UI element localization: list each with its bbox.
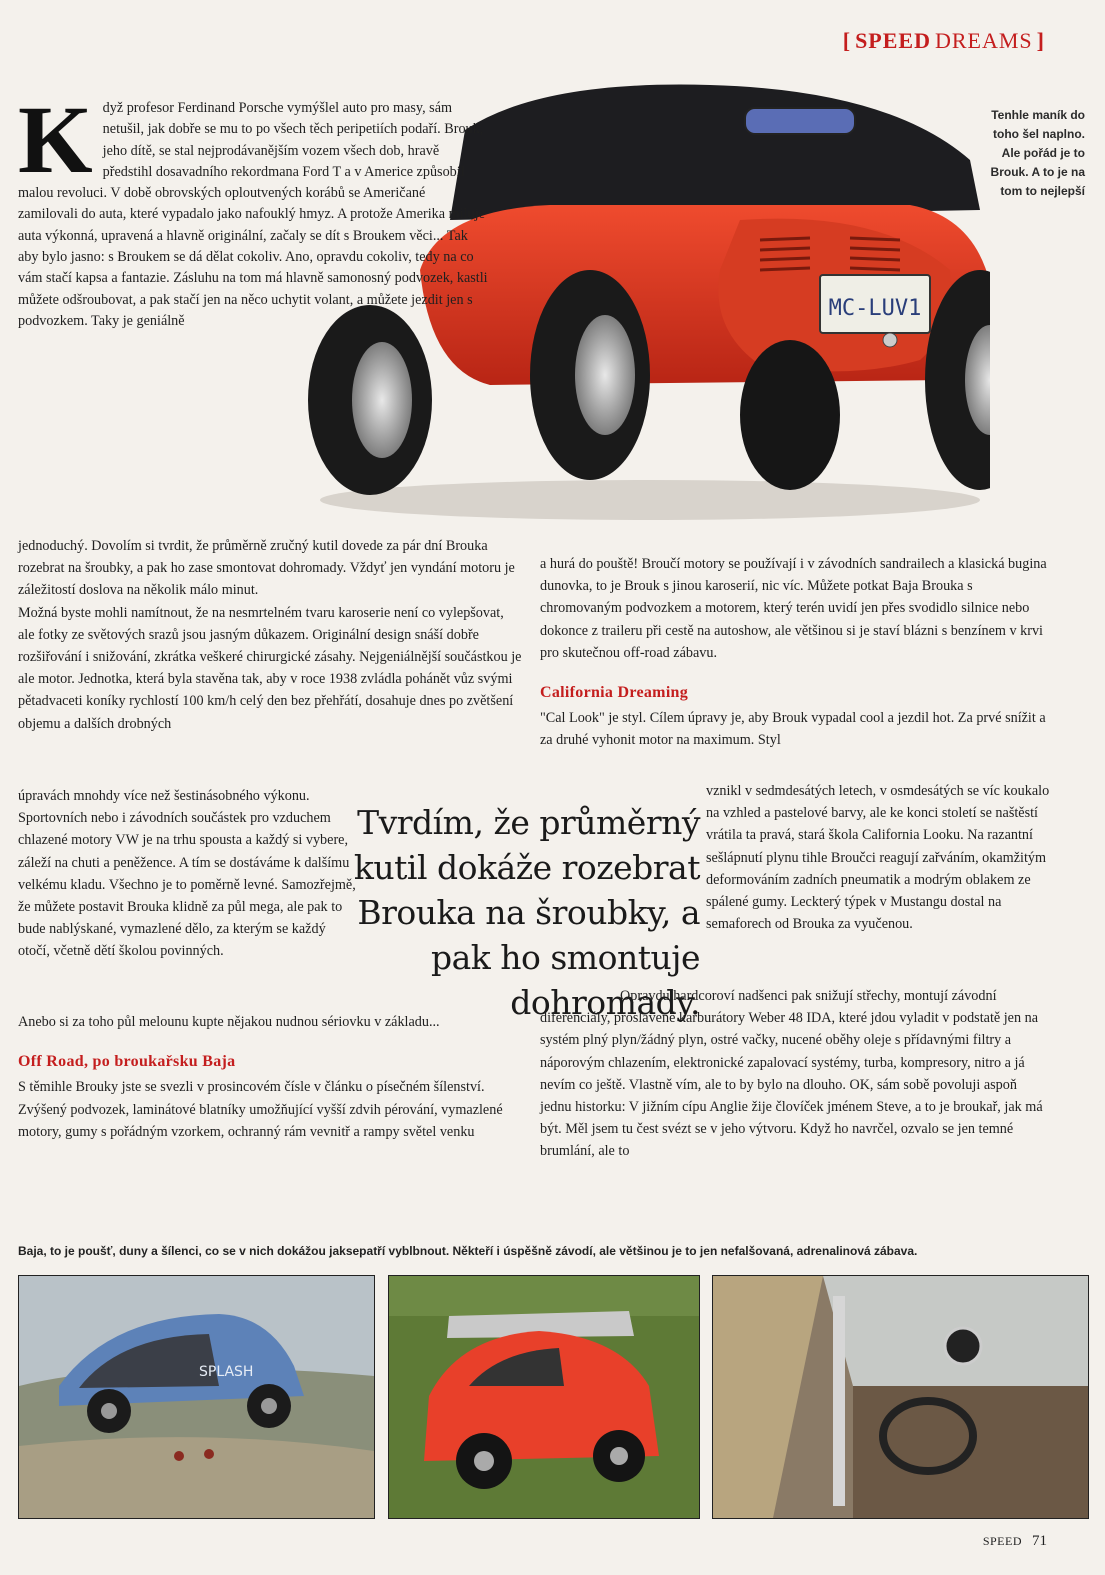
subhead-california: California Dreaming (540, 684, 689, 702)
paragraph: úpravách mnohdy více než šestinásobného výkonu. Sportovních nebo i závodních součástek pro vzduchem chlazené motory VW je na trhu spousta a každý si vybere, záleží na chuti a peněžence. A tím se dostáváme k dalšímu velkému kladu. Všechno je to poměrně levné. Samozřejmě, že můžete postavit Brouka klidně za půl mega, ale pak to bude nablýskané, vymazlené dělo, za kterým se každý otočí, včetně dětí školou povinných. (18, 788, 356, 960)
paragraph: "Cal Look" je styl. Cílem úpravy je, aby Brouk vypadal cool a jezdil hot. Za prvé snížit a za druhé vyhonit motor na maximum. Styl (540, 710, 1046, 749)
column-left-middle (18, 785, 358, 963)
intro-paragraph (18, 86, 488, 332)
photo-red-baja-beetle (388, 1275, 700, 1519)
subhead-offroad: Off Road, po broukařsku Baja (18, 1053, 236, 1071)
section-tag-dreams: DREAMS (934, 28, 1033, 53)
section-tag-speed: SPEED (855, 28, 931, 53)
car-decal-text: SPLASH (199, 1364, 254, 1380)
paragraph: a hurá do pouště! Broučí motory se používají i v závodních sandrailech a klasická bugina dunovka, to je Brouk s jinou karoserií, nic víc. Můžete potkat Baja Brouka s chromovaným podvozkem a motorem, který terén uvidí jen přes svodidlo silnice nebo dokonce z traileru při cestě na autoshow, ale většinou si je staví blázni s benzínem v krvi pro skutečnou off-road zábavu. (540, 556, 1047, 661)
paragraph: Anebo si za toho půl melounu kupte nějakou nudnou sériovku v základu... (18, 1014, 440, 1030)
license-plate-text: MC-LUV1 (828, 296, 922, 321)
pull-quote: Tvrdím, že průměrný kutil dokáže rozebrat Brouka na šroubky, a pak ho smontuje dohromady. (353, 803, 700, 1022)
paragraph: jednoduchý. Dovolím si tvrdit, že průměrně zručný kutil dovede za pár dní Brouka rozebrat na šroubky, a pak ho zase smontovat dohromady. Vždyť jen vyndání motoru je záležitostí doslova na několik málo minut. (18, 538, 515, 599)
intro-text: dyž profesor Ferdinand Porsche vymýšlel auto pro masy, sám netušil, jak dobře se mu to po všech těch peripetiích podaří. Brouk, jeho dítě, se stal nejprodávanějším vozem všech dob, hravě předstihl dosavadního rekordmana Ford T a v Americe způsobil malou revoluci. V době obrovských oploutvených korábů se Američané zamilovali do auta, které vypadalo jako nafouklý hmyz. A protože Amerika miluje auta výkonná, upravená a hlavně originální, začaly se dít s Broukem věci... Tak aby bylo jasno: s Broukem se dá dělat cokoliv. Ano, opravdu cokoliv, tedy na co vám stačí kapsa a fantazie. Zásluhu na tom má hlavně samonosný podvozek, kastli můžete odšroubovat, a pak stačí jen na něco uchytit volant, a můžete jezdit jen s podvozkem. Taky je geniálně (18, 100, 488, 329)
column-left-upper (18, 535, 523, 735)
column-left-lower (18, 1011, 518, 1143)
hero-caption: Tenhle maník do toho šel naplno. Ale pořád je to Brouk. A to je na tom to nejlepší (990, 108, 1085, 198)
column-right-lower (540, 985, 1050, 1163)
column-right-middle (706, 780, 1051, 935)
section-tag (843, 28, 1045, 54)
photo-jumping-baja-beetle (18, 1275, 375, 1519)
drop-cap: K (18, 86, 93, 193)
paragraph: vznikl v sedmdesátých letech, v osmdesátých se víc koukalo na vzhled a pastelové barvy, ale ke konci století se naštěstí vrátila ta pravá, stará škola California Looku. Na razantní sešlápnutí plynu tihle Broučci reagují zařváním, okamžitým deformováním zadních pneumatik a modrým oblakem ze spálené gumy. Leckterý týpek v Mustangu dostal na semaforech od Brouka za vyučenou. (706, 783, 1050, 933)
paragraph: S těmihle Brouky jste se svezli v prosincovém čísle v článku o písečném šílenství. Zvýšený podvozek, laminátové blatníky umožňující vyšší zdvih pérování, vymazlené motory, gumy s pořádným vzorkem, ochranný rám vevnitř a rampy světel venku (18, 1079, 503, 1140)
paragraph: Možná byste mohli namítnout, že na nesmrtelném tvaru karoserie není co vylepšovat, ale fotky ze světových srazů jsou jasným důkazem. Originální design snáší dobře rozšiřování i snižování, zkrátka veškeré chirurgické zásahy. Nejgeniálnější součástkou je ale motor. Jednotka, která byla stavěna tak, aby v roce 1938 zvládla pohánět vůz svými pětadvaceti koníky rychlostí 100 km/h celý den bez přehřátí, dosahuje dnes po zvětšení objemu a dalších drobných (18, 604, 522, 732)
footer-magazine-name: SPEED (982, 1534, 1022, 1548)
photo-strip-caption: Baja, to je poušť, duny a šílenci, co se v nich dokážou jaksepatří vyblbnout. Někteří i úspěšně závodí, ale většinou je to jen nefalšovaná, adrenalinová zábava. (18, 1244, 918, 1258)
page-number: 71 (1032, 1533, 1047, 1549)
paragraph: Opravdu hardcoroví nadšenci pak snižují střechy, montují závodní diferenciály, proslavené karburátory Weber 48 IDA, které jdou vyladit v podstatě jen na systém plný plyn/žádný plyn, ostré vačky, nucené oběhy oleje s přídavnými filtry a náporovým chlazením, elektronické zapalovací systémy, turba, kompresory, nitro a já nevím co ještě. Vlastně vím, ale to by bylo na dlouho. OK, sám sobě povoluji aspoň jednu historku: V jižním cípu Anglie žije človíček jménem Steve, a to je broukař, jak má být. Měl jsem tu čest svézt se v jeho výtvoru. Když ho navrčel, ozvalo se jen temné brumlání, ale to (540, 988, 1043, 1160)
bracket-close: ] (1036, 28, 1045, 53)
column-right-upper (540, 553, 1050, 752)
photo-cal-look-interior (712, 1275, 1089, 1519)
page-footer (983, 1533, 1047, 1550)
bracket-open: [ (842, 28, 852, 53)
